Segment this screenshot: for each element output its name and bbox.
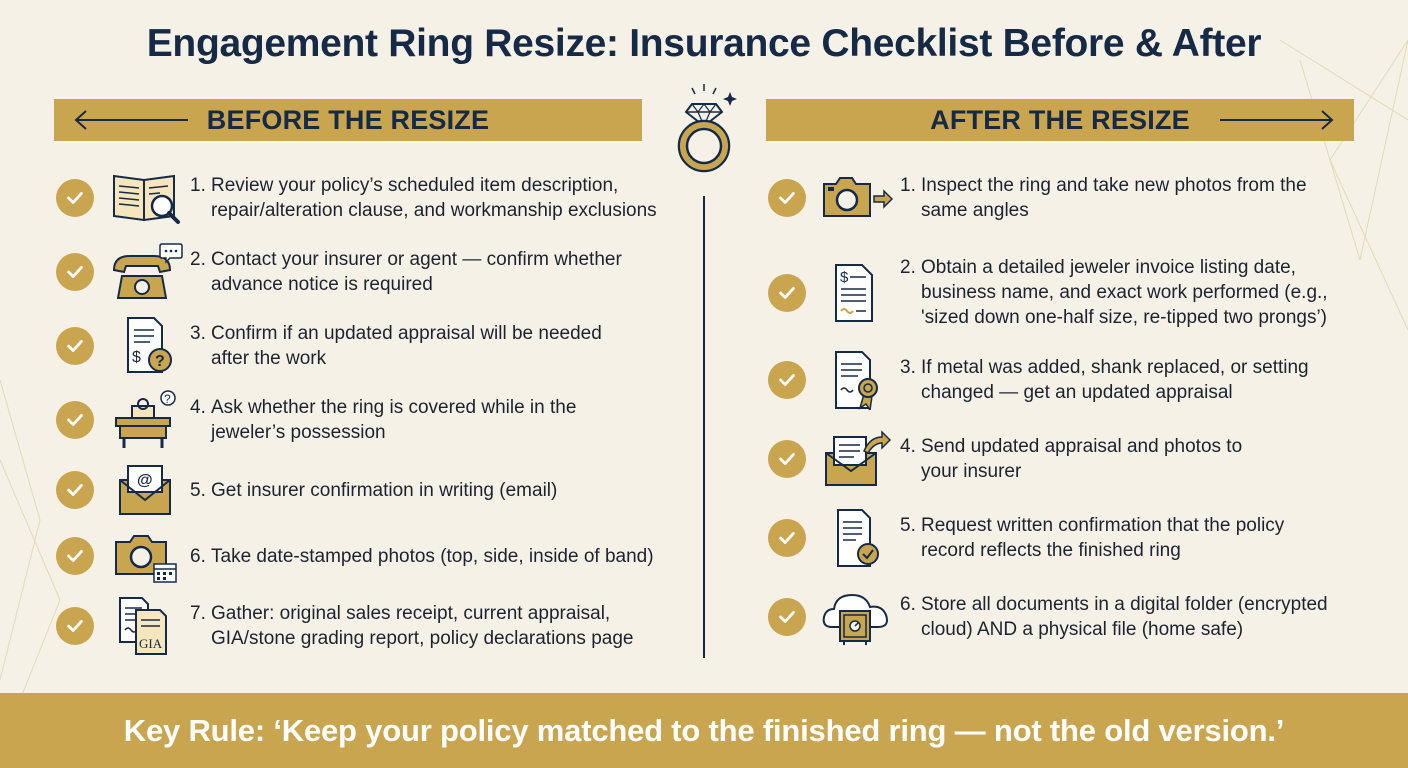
before-item-2-line1: Contact your insurer or agent — confirm whether: [211, 249, 622, 270]
email-envelope-icon: [110, 460, 184, 520]
after-item-5-line2: record reflects the finished ring: [921, 540, 1181, 561]
page-title: Engagement Ring Resize: Insurance Checklist Before & After: [146, 22, 1262, 65]
camera-calendar-icon: [110, 526, 184, 586]
checkmark-icon: [56, 401, 94, 439]
documents-stack-icon: [110, 596, 184, 656]
svg-text:$: $: [840, 268, 849, 286]
after-item-6-line2: cloud) AND a physical file (home safe): [921, 619, 1244, 640]
before-item-3: $ ? 3. Confirm if an updated appraisal will be needed after the work: [56, 316, 602, 376]
checkmark-icon: [768, 440, 806, 478]
book-magnifier-icon: [110, 168, 184, 228]
certificate-icon: [820, 350, 894, 410]
document-question-icon: [110, 316, 184, 376]
after-item-4: 4. Send updated appraisal and photos to your insurer: [768, 429, 1242, 489]
after-item-1: 1. Inspect the ring and take new photos from the same angles: [768, 168, 1307, 228]
before-item-2: 2. Contact your insurer or agent — confirm whether advance notice is required: [56, 242, 622, 302]
before-item-1: 1. Review your policy’s scheduled item description, repair/alteration clause, and workmanship exclusions: [56, 168, 657, 228]
checkmark-icon: [56, 607, 94, 645]
after-banner: [766, 99, 1354, 141]
after-item-2: $ 2. Obtain a detailed jeweler invoice listing date, business name, and exact work performed (e.g., 'sized down one-half size, re-tipped two prongs’): [768, 255, 1328, 330]
checkmark-icon: [56, 327, 94, 365]
after-item-3: 3. If metal was added, shank replaced, or setting changed — get an updated appraisal: [768, 350, 1309, 410]
checkmark-icon: [56, 253, 94, 291]
before-item-6-line1: Take date-stamped photos (top, side, inside of band): [211, 545, 654, 567]
before-item-5: @ 5. Get insurer confirmation in writing (email): [56, 460, 557, 520]
before-item-1-line1: Review your policy’s scheduled item description,: [211, 175, 619, 196]
before-item-4-line2: jeweler’s possession: [211, 422, 386, 443]
column-divider: [703, 196, 705, 658]
svg-text:@: @: [137, 472, 153, 489]
after-item-4-line1: Send updated appraisal and photos to: [921, 436, 1243, 457]
arrow-left-icon: [72, 109, 192, 131]
before-item-3-line1: Confirm if an updated appraisal will be needed: [211, 323, 602, 344]
checkmark-icon: [768, 179, 806, 217]
before-item-7: GIA 7. Gather: original sales receipt, current appraisal, GIA/stone grading report, policy declarations page: [56, 596, 633, 656]
before-item-4-line1: Ask whether the ring is covered while in the: [211, 397, 577, 418]
after-item-6: 6. Store all documents in a digital folder (encrypted cloud) AND a physical file (home safe): [768, 587, 1328, 647]
checkmark-icon: [56, 179, 94, 217]
jeweler-counter-icon: [110, 390, 184, 450]
after-item-6-line1: Store all documents in a digital folder (encrypted: [921, 594, 1328, 615]
document-check-icon: [820, 508, 894, 568]
gia-icon-text: GIA: [139, 636, 163, 651]
checkmark-icon: [56, 537, 94, 575]
svg-text:?: ?: [155, 353, 165, 370]
before-item-5-line1: Get insurer confirmation in writing (email): [211, 479, 558, 501]
after-item-5: 5. Request written confirmation that the policy record reflects the finished ring: [768, 508, 1284, 568]
after-heading: AFTER THE RESIZE: [930, 104, 1190, 135]
svg-text:$: $: [132, 349, 141, 366]
after-item-1-line1: Inspect the ring and take new photos from the: [921, 175, 1307, 196]
checkmark-icon: [768, 598, 806, 636]
after-item-4-line2: your insurer: [921, 461, 1022, 482]
checkmark-icon: [56, 471, 94, 509]
after-item-2-line3: 'sized down one-half size, re-tipped two prongs’): [921, 307, 1328, 328]
after-item-5-line1: Request written confirmation that the policy: [921, 515, 1285, 536]
phone-icon: [110, 242, 184, 302]
key-rule-text: Key Rule: ‘Keep your policy matched to the finished ring — not the old version.’: [123, 712, 1285, 748]
before-item-2-line2: advance notice is required: [211, 274, 433, 295]
before-banner: [54, 99, 642, 141]
after-item-3-line2: changed — get an updated appraisal: [921, 382, 1233, 403]
svg-text:?: ?: [164, 392, 171, 406]
checkmark-icon: [768, 519, 806, 557]
after-item-3-line1: If metal was added, shank replaced, or setting: [921, 357, 1309, 378]
before-item-3-line2: after the work: [211, 348, 327, 369]
key-rule-footer: [0, 693, 1408, 768]
before-item-6: 6. Take date-stamped photos (top, side, inside of band): [56, 526, 654, 586]
before-item-4: ? 4. Ask whether the ring is covered while in the jeweler’s possession: [56, 390, 576, 450]
send-envelope-icon: [820, 429, 894, 489]
diamond-ring-icon: [668, 82, 740, 178]
after-item-2-line1: Obtain a detailed jeweler invoice listing date,: [921, 257, 1296, 278]
cloud-safe-icon: [820, 587, 894, 647]
arrow-right-icon: [1216, 109, 1336, 131]
before-heading: BEFORE THE RESIZE: [206, 104, 490, 135]
after-item-1-line2: same angles: [921, 200, 1029, 221]
checkmark-icon: [768, 274, 806, 312]
before-item-7-line1: Gather: original sales receipt, current appraisal,: [211, 603, 611, 624]
before-item-7-line2: GIA/stone grading report, policy declarations page: [211, 628, 634, 649]
invoice-icon: [820, 263, 894, 323]
checkmark-icon: [768, 361, 806, 399]
camera-arrow-icon: [820, 168, 894, 228]
before-item-1-line2: repair/alteration clause, and workmanship exclusions: [211, 200, 657, 221]
after-item-2-line2: business name, and exact work performed (e.g.,: [921, 282, 1328, 303]
